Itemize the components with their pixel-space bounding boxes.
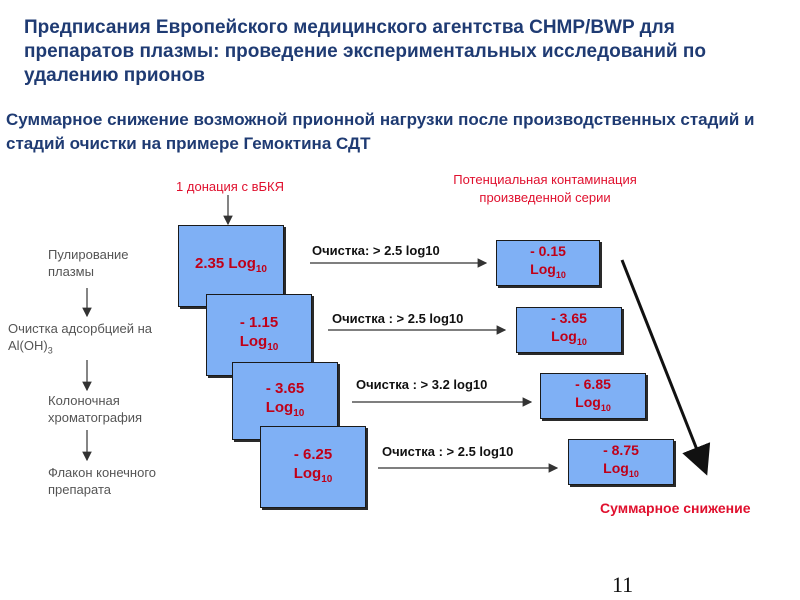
slide-title: Предписания Европейского медицинского агентства CHMP/BWP для препаратов плазмы: проведение экспериментальных исследований по удалению прионов [24,17,706,86]
result-box-3: - 6.85 Log$_{10}$ [540,373,646,419]
total-reduction-label: Суммарное снижение [600,500,751,516]
stage-adsorption: Очистка адсорбцией на $Al(OH)_3$ [8,321,153,356]
stage-box-4: - 6.25 Log$_{10}$ [260,426,366,508]
stage-box-2: - 1.15 Log$_{10}$ [206,294,312,376]
page-number: 11 [612,572,634,597]
stage-final-vial: Флакон конечного препарата [48,465,157,497]
result-box-2: - 3.65 Log$_{10}$ [516,307,622,353]
contamination-label: Потенциальная контаминация произведенной серии [453,172,637,205]
cleaning-label-2: Очистка : > 2.5 log10 [332,311,464,326]
stage-pooling: Пулирование плазмы [48,247,129,279]
donation-label: 1 донация с вБКЯ [176,179,284,194]
stage-chromatography: Колоночная хроматография [48,393,143,425]
cleaning-label-1: Очистка: > 2.5 log10 [312,243,440,258]
stage-box-1: 2.35 Log$_{10}$ [178,225,284,307]
slide-subtitle: Суммарное снижение возможной прионной нагрузки после производственных стадий и стадий очистки на примере Гемоктина СДТ [6,110,755,153]
cleaning-label-4: Очистка : > 2.5 log10 [382,444,514,459]
result-box-4: - 8.75 Log$_{10}$ [568,439,674,485]
cleaning-label-3: Очистка : > 3.2 log10 [356,377,488,392]
result-box-1: - 0.15 Log$_{10}$ [496,240,600,286]
stage-box-3: - 3.65 Log$_{10}$ [232,362,338,440]
